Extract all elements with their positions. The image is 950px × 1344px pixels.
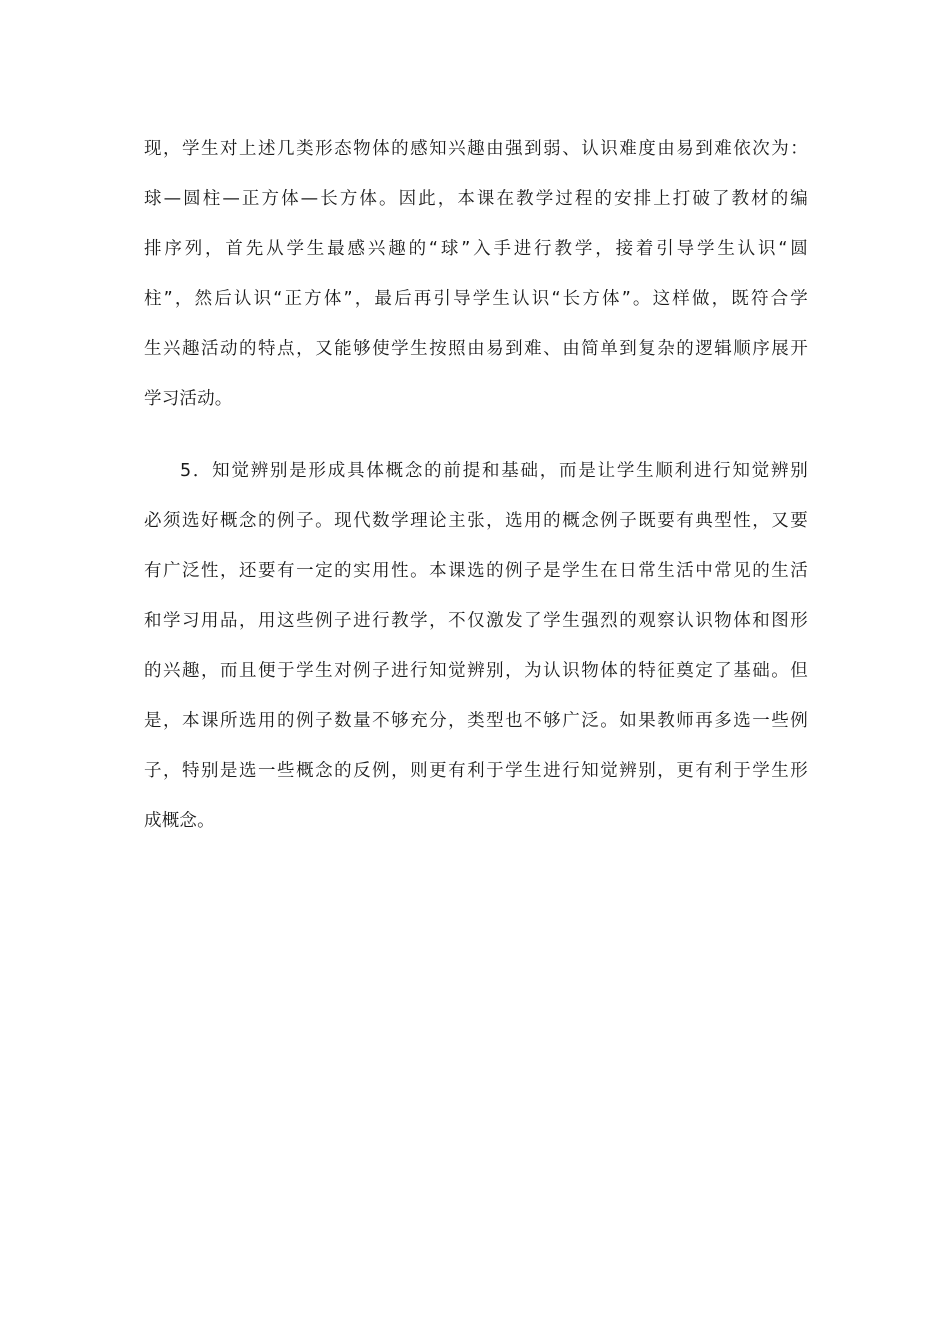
paragraph-line: 排序列，首先从学生最感兴趣的“球”入手进行教学，接着引导学生认识“圆 (144, 239, 808, 259)
paragraph-line: 必须选好概念的例子。现代数学理论主张，选用的概念例子既要有典型性，又要 (144, 511, 808, 531)
paragraph-line: 子，特别是选一些概念的反例，则更有利于学生进行知觉辨别，更有利于学生形 (144, 761, 808, 781)
paragraph-line: 学习活动。 (144, 389, 233, 409)
paragraph-line: 的兴趣，而且便于学生对例子进行知觉辨别，为认识物体的特征奠定了基础。但 (144, 661, 808, 681)
paragraph-line: 5．知觉辨别是形成具体概念的前提和基础，而是让学生顺利进行知觉辨别 (180, 461, 808, 481)
paragraph-line: 和学习用品，用这些例子进行教学，不仅激发了学生强烈的观察认识物体和图形 (144, 611, 808, 631)
paragraph-line: 是，本课所选用的例子数量不够充分，类型也不够广泛。如果教师再多选一些例 (144, 711, 808, 731)
paragraph-2 (144, 446, 808, 846)
paragraph-line: 柱”，然后认识“正方体”，最后再引导学生认识“长方体”。这样做，既符合学 (144, 289, 808, 309)
paragraph-line: 球—圆柱—正方体—长方体。因此，本课在教学过程的安排上打破了教材的编 (144, 189, 808, 209)
paragraph-line: 成概念。 (144, 811, 215, 831)
paragraph-line: 生兴趣活动的特点，又能够使学生按照由易到难、由简单到复杂的逻辑顺序展开 (144, 339, 808, 359)
paragraph-1 (144, 124, 808, 424)
paragraph-line: 有广泛性，还要有一定的实用性。本课选的例子是学生在日常生活中常见的生活 (144, 561, 808, 581)
paragraph-line: 现，学生对上述几类形态物体的感知兴趣由强到弱、认识难度由易到难依次为： (144, 139, 808, 159)
